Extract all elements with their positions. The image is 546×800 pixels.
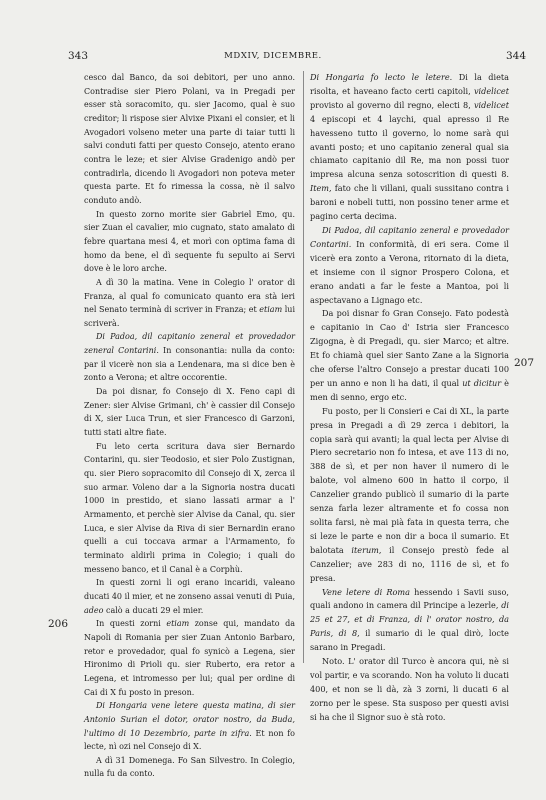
paragraph (310, 224, 509, 307)
paragraph (84, 276, 295, 331)
paragraph: Noto. L' orator dil Turco è ancora qui, nè si vol partir, e va scorando. Non ha voluto li ducati 400, et non se li dà, zà 3 zorni, li ducati 6 al zorno per le spese. Sta susposo per questi avisi si ha che il Signor suo è stà roto. (310, 656, 509, 722)
paragraph (310, 586, 509, 656)
latin-term: iterum (351, 544, 379, 555)
margin-note-right: 207 (514, 357, 535, 369)
paragraph: A dì 31 Domenega. Fo San Silvestro. In Colegio, nulla fu da conto. (84, 755, 295, 779)
paragraph (84, 699, 295, 754)
paragraph (310, 405, 509, 586)
letter-heading: Di Hongaria fo lecto le letere. (310, 72, 453, 82)
paragraph: cesco dal Banco, da soi debitori, per uno anno. Contradise sier Piero Polani, va in Pregadi per esser stà soracomito, qu. sier Jacomo, qual è suo creditor; li rispose sier Alvixe Pixani el consier, et li Avogadori volseno meter una parte di taiar tutti li salvi conduti fatti per questo Consejo, atento erano contra le leze; et sier Alvise Gradenigo andò per contradirla, dicendo li Avogadori non poteva meter questa parte. Et fo rimessa la cossa, nè il salvo conduto andò. (84, 73, 295, 205)
letter-heading: Di Hongaria vene letere questa matina, di sier Antonio Surian el dotor, orator nostro, da Buda, l'ultimo di 10 Dezembrio, parte in zifra. (84, 701, 295, 738)
text-run: Fu posto, per li Consieri e Cai di XL, la parte presa in Pregadi a dì 29 zerca i debitori, la copia sarà qui avanti; la qual lecta per Alvise di Piero secretario non fo intesa, et ave 113 di no, 388 de sì, et per non haver il numero di le balote, vol almeno 600 in hatto il corpo, il Canzelier grando publicò il sumario di la parte senza farla lezer altramente et fo cossa non solita farsi, nè mai pià fata in questa terra, che si leze le parte e non dir a boca il sumario. Et balotata (310, 405, 509, 555)
paragraph (84, 617, 295, 699)
letter-heading: Di Padoa, dil capitanio zeneral et provedador zeneral Contarini. (84, 332, 295, 356)
text-run: In questi zorni li ogi erano incaridi, valeano ducati 40 il mier, et ne zonseno assai venuti di Puia, (84, 578, 295, 601)
paragraph: In questo zorno morite sier Gabriel Emo, qu. sier Zuan el cavalier, mio cugnato, stato amalato di febre quartana mesi 4, et morì con optima fama di homo da bene, el dì sequente fu sepulto ai Servi dove è le loro arche. (84, 209, 295, 274)
text-run: Di la dieta risolta, et haveano facto certi capitoli, (310, 72, 509, 96)
margin-note-left: 206 (48, 618, 69, 630)
page-number-right: 344 (505, 50, 526, 62)
paragraph: Fu leto certa scritura dava sier Bernardo Contarini, qu. sier Teodosio, et sier Polo Zustignan, qu. sier Piero sopracomito dil Consejo di X, zerca il suo armar. Voleno dar a la Signoria nostra ducati 1000 in prestido, et siano lassati armar a l' Armamento, et perchè sier Alvise da Canal, qu. sier Luca, e sier Alvise da Riva di sier Bernardin erano quelli a cui toccava armar a l'Armamento, fo terminato aldirli prima in Colegio; i quali do messeno banco, et il Canal è a Corphù. (84, 441, 295, 574)
text-run: lui scriverà. (84, 305, 295, 328)
paragraph (84, 576, 295, 617)
text-run: hessendo i Savii suso, quali andono in camera dil Principe a lezerle, (310, 586, 509, 611)
text-run: provisto al governo dil regno, electi 8, (310, 99, 474, 110)
paragraph (84, 330, 295, 385)
text-run: fato che li villani, quali sussitano contra i baroni e nobeli tutti, non possino tener arme et pagino certa decima. (310, 183, 509, 222)
text-run: Et non fo lecte, nì ozi nel Consejo di X. (84, 728, 295, 752)
latin-term: ut dicitur (462, 377, 502, 388)
latin-term: adeo (84, 605, 104, 615)
text-run: In conformità, di eri sera. Come il vicerè era zonto a Verona, ritornato di la dieta, et insieme con il signor Prospero Colona, et erano andati a far le feste a Mantoa, poi li aspectavano a Lignago etc. (310, 238, 509, 305)
latin-term: videlicet (473, 99, 509, 110)
text-run: zonse qui, mandato da Napoli di Romania per sier Zuan Antonio Barbaro, retor e provedador, qual fo synicò a Legena, sier Hironimo di Prioli qu. sier Ruberto, era retor a Legena, et intromesso per lui; qual per ordine di Cai di X fu posto in preson. (84, 619, 295, 697)
paragraph (310, 71, 509, 224)
text-run: calò a ducati 29 el mier. (103, 605, 204, 615)
text-run: In consonantia: nulla da conto: par il vicerè non sia a Lendenara, ma si dice ben è zonto a Verona; et altre occorentie. (84, 346, 295, 383)
left-column (84, 71, 295, 781)
page-number-left: 343 (68, 50, 89, 62)
text-run: il sumario di le qual dirò, locte sarano in Pregadi. (310, 628, 509, 653)
letter-heading: di 25 et 27, et di Franza, di l' orator nostro, da Paris, di 8, (310, 600, 509, 639)
text-run: , il Consejo prestò fede al Canzelier; ave 283 di no, 1116 de sì, et fo presa. (310, 544, 509, 583)
text-run: A dì 30 la matina. Vene in Colegio l' orator di Franza, al qual fo comunicato quanto era stà ieri nel Senato terminà di scriver in Franza; et (84, 277, 295, 315)
right-column (310, 71, 509, 725)
latin-term: etiam (259, 305, 283, 315)
paragraph: Da poi disnar, fo Consejo di X. Feno capi di Zener: sier Alvise Grimani, ch' è cassier dil Consejo di X, sier Luca Trun, et sier Francesco di Garzoni, tutti stati altre fiate. (84, 387, 295, 438)
running-head: MDXIV, DICEMBRE. (224, 51, 322, 61)
latin-term: videlicet (473, 85, 509, 96)
text-run: Da poi disnar fo Gran Consejo. Fato podestà e capitanio in Cao d' Istria sier Francesco Zigogna, è di Pregadi, qu. sier Marco; et altre. Et fo chiamà quel sier Santo Zane a la Signoria che oferse l'altro Consejo a prestar ducati 100 per un anno e non li ha dati, il qual (310, 308, 509, 388)
letter-heading: Di Padoa, dil capitanio zeneral e provedador Contarini. (310, 224, 509, 249)
latin-term: Item, (310, 183, 332, 194)
text-run: è men di senno, ergo etc. (310, 377, 509, 402)
text-run: In questi zorni (96, 619, 167, 629)
paragraph (310, 307, 509, 404)
latin-term: etiam (166, 619, 190, 629)
letter-heading: Vene letere di Roma (322, 586, 410, 597)
column-divider (303, 71, 304, 663)
text-run: 4 episcopi et 4 laychi, qual apresso il Re havesseno tutto il governo, lo nome sarà qui avanti posto; et uno capitanio zeneral qual sia chiamato capitanio dil Re, ma non possi tuor impresa alcuna senza sotoscrition di questi 8. (310, 113, 509, 180)
